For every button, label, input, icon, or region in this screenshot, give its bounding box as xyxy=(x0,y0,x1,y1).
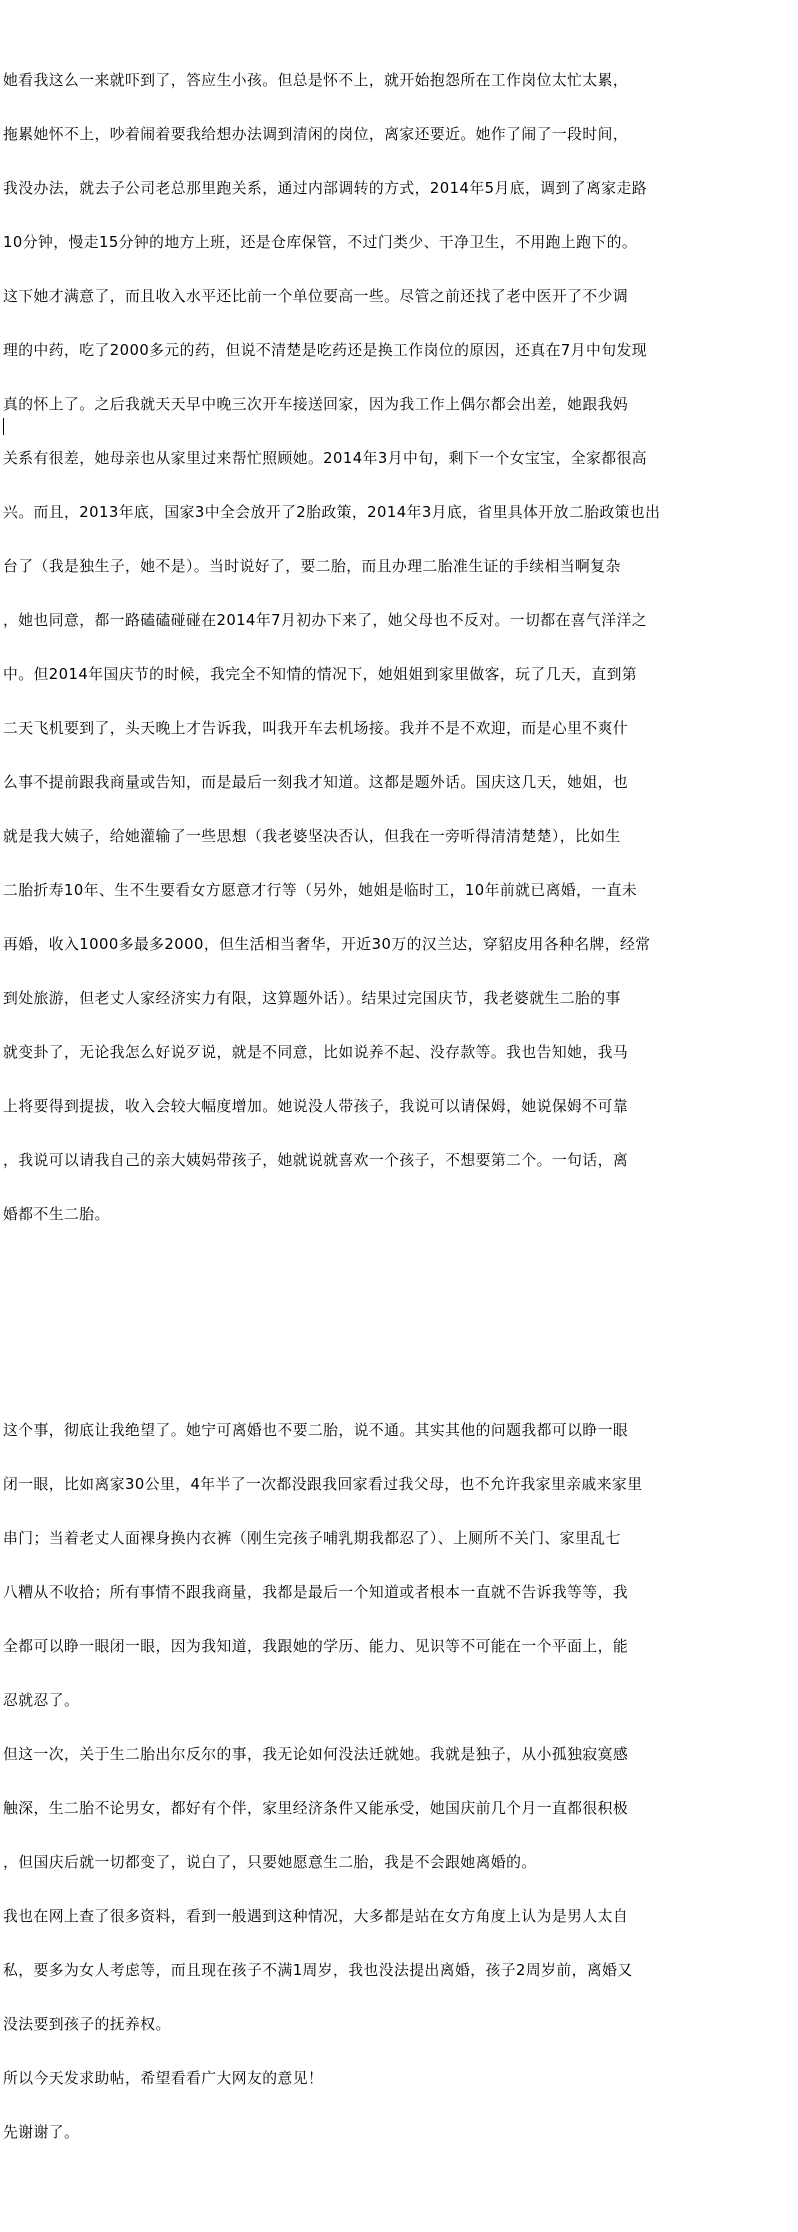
text-line: ，但国庆后就一切都变了，说白了，只要她愿意生二胎，我是不会跟她离婚的。 xyxy=(3,1854,537,1871)
text-line: 理的中药，吃了2000多元的药，但说不清楚是吃药还是换工作岗位的原因，还真在7月中旬发现 xyxy=(3,342,647,359)
text-line: 八糟从不收拾；所有事情不跟我商量，我都是最后一个知道或者根本一直就不告诉我等等，我 xyxy=(3,1584,629,1601)
text-line: 二胎折寿10年、生不生要看女方愿意才行等（另外，她姐是临时工，10年前就已离婚，一直未 xyxy=(3,882,638,899)
text-cursor[interactable] xyxy=(3,418,4,435)
text-line: 这下她才满意了，而且收入水平还比前一个单位要高一些。尽管之前还找了老中医开了不少调 xyxy=(3,288,629,305)
text-line: 上将要得到提拔，收入会较大幅度增加。她说没人带孩子，我说可以请保姆，她说保姆不可靠 xyxy=(3,1098,629,1115)
text-line: 婚都不生二胎。 xyxy=(3,1206,110,1223)
text-line: 到处旅游，但老丈人家经济实力有限，这算题外话）。结果过完国庆节，我老婆就生二胎的事 xyxy=(3,990,621,1007)
text-line: 串门；当着老丈人面裸身换内衣裤（刚生完孩子哺乳期我都忍了）、上厕所不关门、家里乱七 xyxy=(3,1530,621,1547)
text-line: 她看我这么一来就吓到了，答应生小孩。但总是怀不上，就开始抱怨所在工作岗位太忙太累， xyxy=(3,72,629,89)
text-line: 二天飞机要到了，头天晚上才告诉我，叫我开车去机场接。我并不是不欢迎，而是心里不爽什 xyxy=(3,720,629,737)
text-line: 全都可以睁一眼闭一眼，因为我知道，我跟她的学历、能力、见识等不可能在一个平面上，能 xyxy=(3,1638,629,1655)
text-line: 没法要到孩子的抚养权。 xyxy=(3,2016,171,2033)
text-line: 我没办法，就去子公司老总那里跑关系，通过内部调转的方式，2014年5月底，调到了离家走路 xyxy=(3,180,647,197)
text-line: 所以今天发求助帖，希望看看广大网友的意见！ xyxy=(3,2070,324,2087)
text-line: 先谢谢了。 xyxy=(3,2124,80,2141)
text-line: ，我说可以请我自己的亲大姨妈带孩子，她就说就喜欢一个孩子，不想要第二个。一句话，离 xyxy=(3,1152,629,1169)
text-line: 就是我大姨子，给她灌输了一些思想（我老婆坚决否认，但我在一旁听得清清楚楚），比如生 xyxy=(3,828,621,845)
text-line: 再婚，收入1000多最多2000，但生活相当奢华，开近30万的汉兰达，穿貂皮用各种名牌，经常 xyxy=(3,936,651,953)
paragraph-conclusion xyxy=(3,1386,795,2178)
text-line: 真的怀上了。之后我就天天早中晚三次开车接送回家，因为我工作上偶尔都会出差，她跟我妈 xyxy=(3,396,629,413)
text-line: 忍就忍了。 xyxy=(3,1692,80,1709)
text-line: 10分钟，慢走15分钟的地方上班，还是仓库保管，不过门类少、干净卫生，不用跑上跑下的。 xyxy=(3,234,638,251)
text-line: 这个事，彻底让我绝望了。她宁可离婚也不要二胎，说不通。其实其他的问题我都可以睁一眼 xyxy=(3,1422,629,1439)
text-line: 闭一眼，比如离家30公里，4年半了一次都没跟我回家看过我父母，也不允许我家里亲戚来家里 xyxy=(3,1476,643,1493)
text-line: 关系有很差，她母亲也从家里过来帮忙照顾她。2014年3月中旬，剩下一个女宝宝，全家都很高 xyxy=(3,450,647,467)
paragraph-gap xyxy=(3,1314,795,1332)
text-line: 中。但2014年国庆节的时候，我完全不知情的情况下，她姐姐到家里做客，玩了几天，直到第 xyxy=(3,666,638,683)
text-line: ，她也同意，都一路磕磕碰碰在2014年7月初办下来了，她父母也不反对。一切都在喜气洋洋之 xyxy=(3,612,647,629)
paragraph-story xyxy=(3,36,795,1260)
text-line: 我也在网上查了很多资料，看到一般遇到这种情况，大多都是站在女方角度上认为是男人太自 xyxy=(3,1908,629,1925)
text-line: 台了（我是独生子，她不是）。当时说好了，要二胎，而且办理二胎准生证的手续相当啊复杂 xyxy=(3,558,621,575)
text-line: 拖累她怀不上，吵着闹着要我给想办法调到清闲的岗位，离家还要近。她作了闹了一段时间， xyxy=(3,126,629,143)
text-line: 么事不提前跟我商量或告知，而是最后一刻我才知道。这都是题外话。国庆这几天，她姐，也 xyxy=(3,774,629,791)
forum-post-body xyxy=(3,0,795,2141)
text-line: 就变卦了，无论我怎么好说歹说，就是不同意，比如说养不起、没存款等。我也告知她，我马 xyxy=(3,1044,629,1061)
text-line: 兴。而且，2013年底，国家3中全会放开了2胎政策，2014年3月底，省里具体开放二胎政策也出 xyxy=(3,504,661,521)
text-line: 但这一次，关于生二胎出尔反尔的事，我无论如何没法迁就她。我就是独子，从小孤独寂寞感 xyxy=(3,1746,629,1763)
text-line: 触深，生二胎不论男女，都好有个伴，家里经济条件又能承受，她国庆前几个月一直都很积极 xyxy=(3,1800,629,1817)
text-line: 私，要多为女人考虑等，而且现在孩子不满1周岁，我也没法提出离婚，孩子2周岁前，离婚又 xyxy=(3,1962,633,1979)
